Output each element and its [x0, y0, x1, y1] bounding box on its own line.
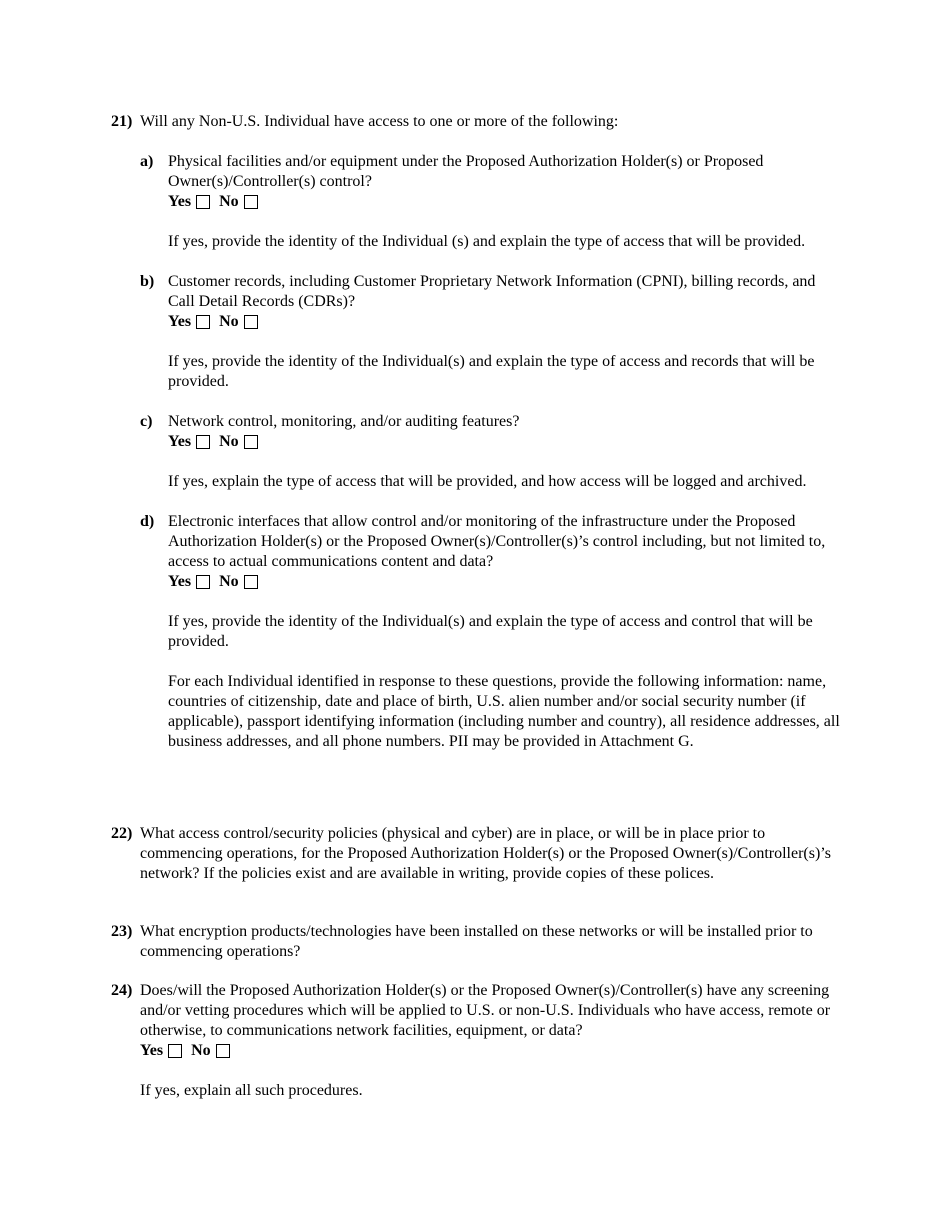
subquestion-letter: c): [140, 413, 153, 430]
yes-checkbox[interactable]: [196, 195, 210, 209]
subquestion-letter: b): [140, 273, 155, 290]
subquestion-letter: a): [140, 153, 154, 170]
subquestion-c: [140, 412, 841, 492]
no-label: No: [191, 1042, 211, 1059]
yes-checkbox[interactable]: [196, 575, 210, 589]
individual-info-text: For each Individual identified in response to these questions, provide the following information: name, countries of citizenship, date and place of birth, U.S. alien number and/or social security number (if applicable), passport identifying information (including number and country), all residence addresses, all business addresses, and all phone numbers. PII may be provided in Attachment G.: [168, 673, 840, 750]
followup-text: If yes, provide the identity of the Individual(s) and explain the type of access and records that will be provided.: [168, 353, 815, 390]
subquestion-text: Physical facilities and/or equipment under the Proposed Authorization Holder(s) or Proposed Owner(s)/Controller(s) control?: [168, 153, 764, 190]
yes-label: Yes: [140, 1042, 164, 1059]
subquestion-b: [140, 272, 841, 392]
no-checkbox[interactable]: [244, 315, 258, 329]
followup-text: If yes, provide the identity of the Individual(s) and explain the type of access and control that will be provided.: [168, 613, 813, 650]
yes-label: Yes: [168, 573, 192, 590]
yes-label: Yes: [168, 433, 192, 450]
subquestion-d: [140, 512, 841, 752]
subquestion-text: Customer records, including Customer Proprietary Network Information (CPNI), billing records, and Call Detail Records (CDRs)?: [168, 273, 816, 310]
yes-no-row: [168, 572, 841, 592]
yes-no-row: [140, 1041, 841, 1061]
question-text: Does/will the Proposed Authorization Holder(s) or the Proposed Owner(s)/Controller(s) have any screening and/or vetting procedures which will be applied to U.S. or non-U.S. Individuals who have access, remote or otherwise, to communications network facilities, equipment, or data?: [140, 982, 831, 1039]
question-number: 23): [111, 923, 133, 940]
followup-text: If yes, explain the type of access that will be provided, and how access will be logged and archived.: [168, 473, 807, 490]
question-number: 24): [111, 982, 133, 999]
question-23: [111, 922, 841, 962]
no-label: No: [219, 193, 239, 210]
yes-label: Yes: [168, 313, 192, 330]
no-checkbox[interactable]: [244, 435, 258, 449]
subquestion-a: [140, 152, 841, 252]
yes-checkbox[interactable]: [168, 1044, 182, 1058]
no-checkbox[interactable]: [216, 1044, 230, 1058]
question-text: What encryption products/technologies have been installed on these networks or will be installed prior to commencing operations?: [140, 923, 813, 960]
yes-no-row: [168, 432, 841, 452]
yes-checkbox[interactable]: [196, 315, 210, 329]
yes-no-row: [168, 192, 841, 212]
yes-label: Yes: [168, 193, 192, 210]
followup-text: If yes, explain all such procedures.: [140, 1082, 363, 1099]
question-24: [111, 981, 841, 1101]
no-checkbox[interactable]: [244, 575, 258, 589]
question-number: 21): [111, 113, 133, 130]
subquestion-letter: d): [140, 513, 155, 530]
no-label: No: [219, 313, 239, 330]
question-21: [111, 112, 841, 752]
followup-text: If yes, provide the identity of the Individual (s) and explain the type of access that will be provided.: [168, 233, 806, 250]
no-label: No: [219, 433, 239, 450]
subquestion-text: Electronic interfaces that allow control and/or monitoring of the infrastructure under the Proposed Authorization Holder(s) or the Proposed Owner(s)/Controller(s)’s control including, but not limited to, access to actual communications content and data?: [168, 513, 826, 570]
question-text: What access control/security policies (physical and cyber) are in place, or will be in place prior to commencing operations, for the Proposed Authorization Holder(s) or the Proposed Owner(s)/Controller(s)’s network? If the policies exist and are available in writing, provide copies of these polices.: [140, 825, 831, 882]
subquestion-text: Network control, monitoring, and/or auditing features?: [168, 413, 520, 430]
yes-checkbox[interactable]: [196, 435, 210, 449]
no-checkbox[interactable]: [244, 195, 258, 209]
question-number: 22): [111, 825, 133, 842]
question-text: Will any Non-U.S. Individual have access to one or more of the following:: [140, 113, 619, 130]
question-22: [111, 824, 841, 884]
yes-no-row: [168, 312, 841, 332]
no-label: No: [219, 573, 239, 590]
